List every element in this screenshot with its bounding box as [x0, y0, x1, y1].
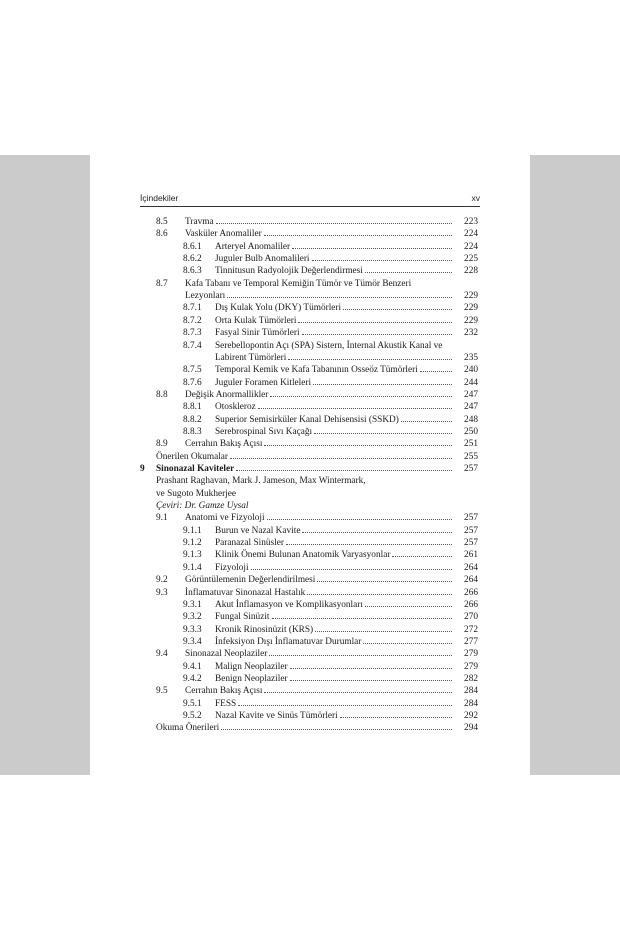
toc-entry-title: Malign Neoplaziler — [215, 661, 288, 672]
toc-dot-leader — [363, 643, 452, 644]
toc-entry-number: 9.3.3 — [183, 624, 202, 635]
toc-entry-title: Benign Neoplaziler — [215, 673, 288, 684]
toc-dot-leader — [264, 235, 452, 236]
toc-entry-title: Sinonazal Neoplaziler — [185, 649, 268, 660]
toc-entry[interactable] — [140, 549, 480, 561]
toc-entry-number: 8.7.6 — [183, 377, 202, 388]
toc-entry[interactable] — [140, 228, 480, 240]
toc-dot-leader — [290, 680, 452, 681]
toc-entry-number: 8.6.2 — [183, 254, 202, 265]
toc-entry-page-number: 224 — [464, 241, 478, 252]
toc-entry-title: Serebrospinal Sıvı Kaçağı — [215, 426, 313, 437]
toc-entry[interactable] — [140, 648, 480, 660]
toc-entry-number: 9.3.4 — [183, 636, 202, 647]
toc-dot-leader — [230, 458, 452, 459]
toc-entry[interactable] — [140, 562, 480, 574]
toc-dot-leader — [312, 260, 452, 261]
toc-entry-title: Değişik Anormallikler — [185, 389, 269, 400]
toc-entry-number: 9.2 — [156, 575, 168, 586]
toc-entry-number: 8.6.3 — [183, 266, 202, 277]
toc-entry[interactable] — [140, 302, 480, 314]
toc-entry-number: 9.3 — [156, 587, 168, 598]
toc-dot-leader — [251, 569, 452, 570]
toc-entry-title: Travma — [185, 217, 214, 227]
toc-entry-number: 8.8.1 — [183, 402, 202, 413]
toc-entry-number: 8.8.3 — [183, 426, 202, 437]
toc-entry-page-number: 277 — [464, 636, 478, 647]
toc-entry[interactable] — [140, 661, 480, 673]
toc-dot-leader — [314, 433, 452, 434]
header-rule — [140, 206, 480, 207]
toc-entry-page-number: 261 — [464, 550, 478, 561]
running-head-page-number: xv — [471, 193, 480, 203]
toc-entry-number: 8.7.3 — [183, 328, 202, 339]
toc-entry[interactable] — [140, 315, 480, 327]
toc-entry[interactable] — [140, 426, 480, 438]
toc-entry[interactable] — [140, 216, 480, 228]
toc-entry-title: Tinnitusun Radyolojik Değerlendirmesi — [215, 266, 363, 277]
toc-entry-number: 9.5 — [156, 686, 168, 697]
toc-dot-leader — [272, 618, 453, 619]
toc-dot-leader — [343, 309, 452, 310]
toc-dot-leader — [317, 581, 452, 582]
toc-entry-title: Çeviri: Dr. Gamze Uysal — [156, 501, 249, 512]
toc-entry[interactable] — [140, 278, 480, 290]
toc-entry[interactable] — [140, 327, 480, 339]
toc-entry-page-number: 240 — [464, 365, 478, 376]
toc-entry-title: Paranazal Sinüsler — [215, 538, 284, 549]
toc-entry-title: Cerrahın Bakış Açısı — [185, 686, 263, 697]
toc-entry-title: Kafa Tabanı ve Temporal Kemiğin Tümör ve Tümör Benzeri — [185, 278, 412, 289]
toc-entry-page-number: 257 — [464, 525, 478, 536]
toc-entry-page-number: 223 — [464, 217, 478, 227]
toc-entry-number: 8.7.4 — [183, 340, 202, 351]
toc-dot-leader — [286, 544, 452, 545]
toc-entry-page-number: 255 — [464, 451, 478, 462]
toc-entry-number: 9.1.2 — [183, 538, 202, 549]
toc-entry-title: Otoskleroz — [215, 402, 256, 413]
toc-entry-title: Görüntülemenin Değerlendirilmesi — [185, 575, 316, 586]
toc-entry-number: 8.9 — [156, 439, 168, 450]
toc-dot-leader — [236, 470, 452, 471]
toc-entry[interactable] — [140, 587, 480, 599]
toc-entry[interactable] — [140, 241, 480, 253]
toc-entry[interactable] — [140, 537, 480, 549]
toc-entry[interactable] — [140, 500, 480, 512]
toc-dot-leader — [264, 692, 452, 693]
toc-entry-page-number: 264 — [464, 562, 478, 573]
toc-entry[interactable] — [140, 475, 480, 487]
toc-entry-page-number: 250 — [464, 426, 478, 437]
toc-entry-page-number: 247 — [464, 402, 478, 413]
running-head-title: İçindekiler — [140, 193, 179, 203]
toc-entry-number: 9.1.4 — [183, 562, 202, 573]
toc-entry-number: 9.3.2 — [183, 612, 202, 623]
toc-entry-number: 8.6 — [156, 229, 168, 240]
toc-entry[interactable] — [140, 488, 480, 500]
toc-entry-number: 8.8.2 — [183, 414, 202, 425]
toc-entry-number: 9.1.1 — [183, 525, 202, 536]
toc-entry-page-number: 247 — [464, 389, 478, 400]
toc-entry[interactable] — [140, 698, 480, 710]
toc-dot-leader — [264, 445, 452, 446]
toc-dot-leader — [216, 223, 452, 224]
toc-entry-page-number: 257 — [464, 513, 478, 524]
toc-entry-number: 9.1 — [156, 513, 168, 524]
toc-entry-page-number: 266 — [464, 599, 478, 610]
toc-entry-number: 9 — [140, 464, 145, 474]
toc-entry-number: 8.8 — [156, 389, 168, 400]
toc-entry-page-number: 229 — [464, 303, 478, 314]
toc-entry[interactable] — [140, 364, 480, 376]
toc-entry[interactable] — [140, 352, 480, 364]
toc-entry-page-number: 292 — [464, 711, 478, 721]
toc-entry-page-number: 264 — [464, 575, 478, 586]
toc-entry-number: 9.1.3 — [183, 550, 202, 561]
toc-entry-number: 9.3.1 — [183, 599, 202, 610]
toc-entry[interactable] — [140, 574, 480, 586]
toc-entry-number: 8.6.1 — [183, 241, 202, 252]
toc-entry-page-number: 229 — [464, 315, 478, 326]
toc-entry[interactable] — [140, 290, 480, 302]
toc-entry-page-number: 266 — [464, 587, 478, 598]
toc-entry[interactable] — [140, 512, 480, 524]
toc-dot-leader — [313, 384, 452, 385]
toc-dot-leader — [292, 248, 452, 249]
toc-entry-title: Burun ve Nazal Kavite — [215, 525, 301, 536]
toc-entry-page-number: 284 — [464, 698, 478, 709]
toc-entry-title: ve Sugoto Mukherjee — [156, 488, 237, 499]
toc-entry-page-number: 284 — [464, 686, 478, 697]
toc-entry-number: 9.4 — [156, 649, 168, 660]
toc-dot-leader — [401, 421, 452, 422]
toc-entry-page-number: 282 — [464, 673, 478, 684]
toc-dot-leader — [269, 655, 452, 656]
toc-entry[interactable] — [140, 710, 480, 722]
toc-entry-title: Önerilen Okumalar — [156, 451, 229, 462]
toc-entry-page-number: 232 — [464, 328, 478, 339]
left-margin-band — [0, 155, 90, 775]
toc-entry[interactable] — [140, 401, 480, 413]
toc-entry[interactable] — [140, 389, 480, 401]
toc-entry-page-number: 270 — [464, 612, 478, 623]
toc-entry-page-number: 257 — [464, 538, 478, 549]
toc-entry-title: Akut İnflamasyon ve Komplikasyonları — [215, 599, 363, 610]
toc-entry-title: Serebellopontin Açı (SPA) Sistern, İnternal Akustik Kanal ve — [215, 340, 443, 351]
toc-entry-title: Superior Semisirküler Kanal Dehisensisi (SSKD) — [215, 414, 399, 425]
toc-entry-title: Nazal Kavite ve Sinüs Tümörleri — [215, 711, 338, 721]
toc-dot-leader — [420, 371, 452, 372]
toc-entry-page-number: 279 — [464, 661, 478, 672]
toc-entry-title: Fizyoloji — [215, 562, 249, 573]
toc-entry-title: Cerrahın Bakış Açısı — [185, 439, 263, 450]
toc-entry-page-number: 224 — [464, 229, 478, 240]
toc-dot-leader — [288, 359, 452, 360]
toc-entry-title: Dış Kulak Yolu (DKY) Tümörleri — [215, 303, 342, 314]
toc-dot-leader — [365, 606, 452, 607]
toc-entry-page-number: 294 — [464, 723, 478, 734]
toc-entry[interactable] — [140, 722, 480, 734]
toc-entry[interactable] — [140, 599, 480, 611]
toc-entry[interactable] — [140, 377, 480, 389]
toc-dot-leader — [221, 729, 452, 730]
toc-entry[interactable] — [140, 463, 480, 475]
book-page — [90, 155, 530, 775]
toc-entry[interactable] — [140, 525, 480, 537]
toc-entry[interactable] — [140, 673, 480, 685]
right-margin-band — [530, 155, 620, 775]
toc-entry[interactable] — [140, 340, 480, 352]
toc-entry-page-number: 248 — [464, 414, 478, 425]
toc-entry-title: Orta Kulak Tümörleri — [215, 315, 297, 326]
toc-entry[interactable] — [140, 253, 480, 265]
toc-entry[interactable] — [140, 265, 480, 277]
toc-entry-number: 8.7.2 — [183, 315, 202, 326]
toc-entry-page-number: 225 — [464, 254, 478, 265]
toc-dot-leader — [392, 556, 452, 557]
toc-entry-title: Juguler Bulb Anomalileri — [215, 254, 310, 265]
toc-entry-number: 9.5.2 — [183, 711, 202, 721]
toc-dot-leader — [270, 396, 452, 397]
toc-entry-title: İnflamatuvar Sinonazal Hastalık — [185, 587, 306, 598]
toc-entry-title: Kronik Rinosinüzit (KRS) — [215, 624, 314, 635]
toc-entry-page-number: 251 — [464, 439, 478, 450]
toc-entry[interactable] — [140, 451, 480, 463]
toc-entry-title: İnfeksiyon Dışı İnflamatuvar Durumlar — [215, 636, 362, 647]
toc-entry-page-number: 257 — [464, 464, 478, 474]
toc-dot-leader — [258, 408, 452, 409]
toc-dot-leader — [365, 272, 452, 273]
toc-entry-title: Sinonazal Kaviteler — [156, 464, 235, 474]
toc-entry-number: 8.5 — [156, 217, 168, 227]
toc-entry[interactable] — [140, 611, 480, 623]
toc-entry-number: 9.5.1 — [183, 698, 202, 709]
toc-entry-number: 9.4.1 — [183, 661, 202, 672]
toc-dot-leader — [315, 631, 452, 632]
toc-entry-title: Juguler Foramen Kitleleri — [215, 377, 312, 388]
toc-entry-title: Temporal Kemik ve Kafa Tabanının Osseöz Tümörleri — [215, 365, 418, 376]
toc-entry-number: 8.7.5 — [183, 365, 202, 376]
toc-entry[interactable] — [140, 414, 480, 426]
toc-dot-leader — [298, 322, 452, 323]
toc-entry-title: Fungal Sinüzit — [215, 612, 270, 623]
toc-dot-leader — [290, 668, 452, 669]
toc-entry-title: Arteryel Anomaliler — [215, 241, 291, 252]
toc-entry[interactable] — [140, 438, 480, 450]
toc-dot-leader — [302, 334, 452, 335]
toc-dot-leader — [307, 594, 452, 595]
toc-dot-leader — [302, 532, 452, 533]
toc-entry[interactable] — [140, 624, 480, 636]
toc-entry-page-number: 229 — [464, 291, 478, 302]
toc-dot-leader — [340, 717, 452, 718]
toc-entry-title: Klinik Önemi Bulunan Anatomik Varyasyonlar — [215, 550, 391, 561]
toc-entry-title: Anatomi ve Fizyoloji — [185, 513, 265, 524]
toc-entry-page-number: 235 — [464, 352, 478, 363]
toc-entry-page-number: 244 — [464, 377, 478, 388]
toc-entry-page-number: 272 — [464, 624, 478, 635]
toc-entry-number: 9.4.2 — [183, 673, 202, 684]
toc-entry-number: 8.7.1 — [183, 303, 202, 314]
toc-entry-title: Fasyal Sinir Tümörleri — [215, 328, 300, 339]
toc-entry[interactable] — [140, 636, 480, 648]
toc-entry-title: Vasküler Anomaliler — [185, 229, 262, 240]
toc-entry-title: Prashant Raghavan, Mark J. Jameson, Max Wintermark, — [156, 476, 366, 487]
toc-entry-page-number: 228 — [464, 266, 478, 277]
toc-entry-title: Okuma Önerileri — [156, 723, 220, 734]
toc-entry-title: Lezyonları — [185, 291, 226, 302]
toc-entry[interactable] — [140, 685, 480, 697]
toc-entry-title: FESS — [215, 698, 237, 709]
toc-dot-leader — [227, 297, 452, 298]
toc-dot-leader — [238, 705, 452, 706]
toc-entry-number: 8.7 — [156, 278, 168, 289]
toc-dot-leader — [267, 519, 452, 520]
toc-entry-title: Labirent Tümörleri — [215, 352, 287, 363]
toc-entry-page-number: 279 — [464, 649, 478, 660]
